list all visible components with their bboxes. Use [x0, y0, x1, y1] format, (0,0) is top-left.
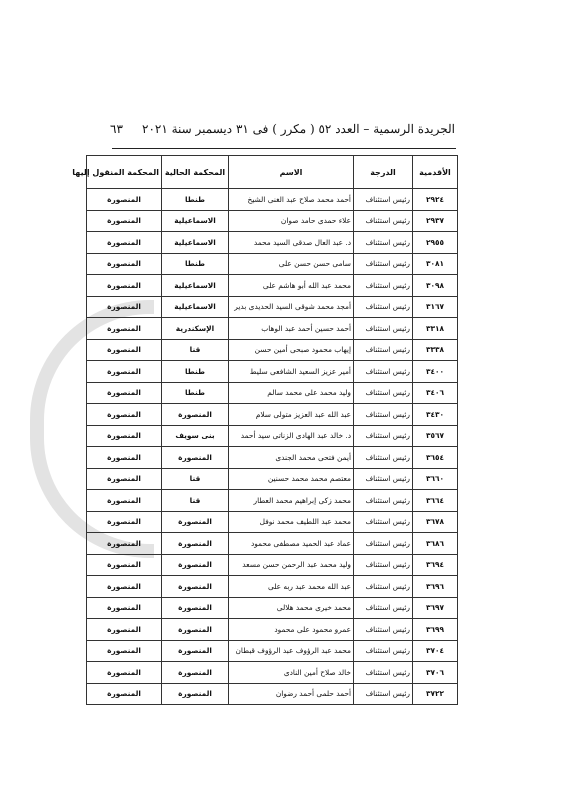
- table-row: [87, 554, 458, 576]
- cell-transferred-to: المنصورة: [87, 296, 162, 318]
- cell-transferred-to: المنصورة: [87, 232, 162, 254]
- cell-rank: رئيس استئناف: [354, 275, 413, 297]
- cell-current-court: المنصورة: [162, 447, 229, 469]
- cell-seniority: ٢٩٣٧: [413, 210, 458, 232]
- cell-current-court: المنصورة: [162, 554, 229, 576]
- cell-name: أمجد محمد شوقى السيد الحديدى بدير: [229, 296, 354, 318]
- cell-seniority: ٢٩٥٥: [413, 232, 458, 254]
- cell-rank: رئيس استئناف: [354, 189, 413, 211]
- table-row: [87, 597, 458, 619]
- page-header: [110, 118, 455, 140]
- cell-rank: رئيس استئناف: [354, 232, 413, 254]
- cell-rank: رئيس استئناف: [354, 619, 413, 641]
- cell-seniority: ٣٠٩٨: [413, 275, 458, 297]
- cell-rank: رئيس استئناف: [354, 683, 413, 705]
- cell-name: معتصم محمد محمد حسنين: [229, 468, 354, 490]
- table-row: [87, 619, 458, 641]
- table-row: [87, 425, 458, 447]
- cell-transferred-to: المنصورة: [87, 533, 162, 555]
- cell-seniority: ٣٠٨١: [413, 253, 458, 275]
- cell-transferred-to: المنصورة: [87, 576, 162, 598]
- cell-current-court: طنطا: [162, 361, 229, 383]
- cell-transferred-to: المنصورة: [87, 511, 162, 533]
- cell-transferred-to: المنصورة: [87, 597, 162, 619]
- cell-transferred-to: المنصورة: [87, 189, 162, 211]
- table-row: [87, 683, 458, 705]
- table-header-row: [87, 156, 458, 189]
- table-row: [87, 189, 458, 211]
- table-row: [87, 447, 458, 469]
- table-row: [87, 576, 458, 598]
- cell-seniority: ٣٦٩٤: [413, 554, 458, 576]
- cell-seniority: ٣٦٩٩: [413, 619, 458, 641]
- cell-name: أحمد حلمى أحمد رضوان: [229, 683, 354, 705]
- cell-name: محمد خيرى محمد هلالى: [229, 597, 354, 619]
- cell-name: محمد عبد الرؤوف عبد الرؤوف قبطان: [229, 640, 354, 662]
- table-row: [87, 640, 458, 662]
- cell-seniority: ٣١٦٧: [413, 296, 458, 318]
- cell-rank: رئيس استئناف: [354, 210, 413, 232]
- cell-name: محمد عبد اللطيف محمد نوفل: [229, 511, 354, 533]
- cell-name: علاء حمدى حامد صوان: [229, 210, 354, 232]
- table-row: [87, 511, 458, 533]
- cell-transferred-to: المنصورة: [87, 275, 162, 297]
- cell-rank: رئيس استئناف: [354, 253, 413, 275]
- cell-rank: رئيس استئناف: [354, 597, 413, 619]
- cell-seniority: ٣٦٧٨: [413, 511, 458, 533]
- header-rank: الدرجة: [354, 156, 413, 189]
- table-body: [87, 189, 458, 705]
- cell-seniority: ٣٤٠٦: [413, 382, 458, 404]
- cell-seniority: ٣٦٩٦: [413, 576, 458, 598]
- cell-transferred-to: المنصورة: [87, 253, 162, 275]
- cell-name: وليد محمد على محمد سالم: [229, 382, 354, 404]
- cell-name: عبد الله محمد عبد ربه على: [229, 576, 354, 598]
- cell-name: عبد الله عبد العزيز متولى سلام: [229, 404, 354, 426]
- cell-current-court: المنصورة: [162, 404, 229, 426]
- table-row: [87, 662, 458, 684]
- table-row: [87, 490, 458, 512]
- cell-rank: رئيس استئناف: [354, 511, 413, 533]
- cell-seniority: ٢٩٢٤: [413, 189, 458, 211]
- cell-transferred-to: المنصورة: [87, 318, 162, 340]
- cell-name: عماد عبد الحميد مصطفى محمود: [229, 533, 354, 555]
- cell-transferred-to: المنصورة: [87, 339, 162, 361]
- cell-current-court: المنصورة: [162, 683, 229, 705]
- cell-current-court: الاسماعيلية: [162, 296, 229, 318]
- cell-rank: رئيس استئناف: [354, 425, 413, 447]
- table-row: [87, 404, 458, 426]
- cell-current-court: الاسماعيلية: [162, 232, 229, 254]
- cell-transferred-to: المنصورة: [87, 468, 162, 490]
- table-row: [87, 232, 458, 254]
- page-number: ٦٣: [110, 122, 123, 136]
- cell-transferred-to: المنصورة: [87, 662, 162, 684]
- header-divider: [112, 148, 456, 149]
- table-row: [87, 318, 458, 340]
- cell-transferred-to: المنصورة: [87, 404, 162, 426]
- cell-current-court: طنطا: [162, 189, 229, 211]
- cell-current-court: الاسماعيلية: [162, 275, 229, 297]
- cell-rank: رئيس استئناف: [354, 339, 413, 361]
- cell-name: محمد زكى إبراهيم محمد العطار: [229, 490, 354, 512]
- cell-current-court: المنصورة: [162, 640, 229, 662]
- table-row: [87, 339, 458, 361]
- cell-current-court: المنصورة: [162, 533, 229, 555]
- cell-current-court: المنصورة: [162, 597, 229, 619]
- cell-seniority: ٣٦٦٤: [413, 490, 458, 512]
- cell-name: خالد صلاح أمين النادى: [229, 662, 354, 684]
- gazette-title: الجريدة الرسمية – العدد ٥٢ ( مكرر ) فى ٣١ ديسمبر سنة ٢٠٢١: [142, 122, 455, 136]
- cell-current-court: طنطا: [162, 253, 229, 275]
- cell-name: محمد عبد الله أبو هاشم على: [229, 275, 354, 297]
- cell-rank: رئيس استئناف: [354, 447, 413, 469]
- cell-transferred-to: المنصورة: [87, 619, 162, 641]
- cell-rank: رئيس استئناف: [354, 490, 413, 512]
- cell-seniority: ٣٧٠٦: [413, 662, 458, 684]
- cell-current-court: الاسماعيلية: [162, 210, 229, 232]
- cell-current-court: بنى سويف: [162, 425, 229, 447]
- transfers-table-container: [72, 155, 458, 705]
- cell-current-court: قنا: [162, 339, 229, 361]
- cell-transferred-to: المنصورة: [87, 210, 162, 232]
- cell-rank: رئيس استئناف: [354, 662, 413, 684]
- cell-rank: رئيس استئناف: [354, 640, 413, 662]
- cell-rank: رئيس استئناف: [354, 296, 413, 318]
- cell-name: سامى حسن حسن على: [229, 253, 354, 275]
- cell-name: وليد محمد عبد الرحمن حسن مسعد: [229, 554, 354, 576]
- cell-current-court: الإسكندرية: [162, 318, 229, 340]
- table-row: [87, 533, 458, 555]
- cell-rank: رئيس استئناف: [354, 361, 413, 383]
- table-row: [87, 296, 458, 318]
- cell-seniority: ٣٧٢٢: [413, 683, 458, 705]
- cell-name: عمرو محمود على محمود: [229, 619, 354, 641]
- cell-transferred-to: المنصورة: [87, 425, 162, 447]
- table-row: [87, 253, 458, 275]
- cell-seniority: ٣٣١٨: [413, 318, 458, 340]
- cell-seniority: ٣٤٠٠: [413, 361, 458, 383]
- cell-transferred-to: المنصورة: [87, 490, 162, 512]
- cell-current-court: المنصورة: [162, 662, 229, 684]
- cell-transferred-to: المنصورة: [87, 447, 162, 469]
- table-row: [87, 275, 458, 297]
- cell-transferred-to: المنصورة: [87, 683, 162, 705]
- cell-seniority: ٣٤٣٠: [413, 404, 458, 426]
- cell-name: أحمد حسين أحمد عبد الوهاب: [229, 318, 354, 340]
- cell-rank: رئيس استئناف: [354, 404, 413, 426]
- cell-current-court: قنا: [162, 490, 229, 512]
- cell-seniority: ٣٦٦٠: [413, 468, 458, 490]
- header-transferred-to: المحكمة المنقول إليها: [87, 156, 162, 189]
- table-row: [87, 468, 458, 490]
- cell-transferred-to: المنصورة: [87, 382, 162, 404]
- cell-transferred-to: المنصورة: [87, 361, 162, 383]
- cell-rank: رئيس استئناف: [354, 554, 413, 576]
- cell-name: د. خالد عبد الهادى الزناتى سيد أحمد: [229, 425, 354, 447]
- transfers-table: [72, 155, 458, 705]
- cell-seniority: ٣٦٨٦: [413, 533, 458, 555]
- cell-rank: رئيس استئناف: [354, 468, 413, 490]
- cell-name: أيمن فتحى محمد الجندى: [229, 447, 354, 469]
- cell-seniority: ٣٦٥٤: [413, 447, 458, 469]
- table-row: [87, 210, 458, 232]
- cell-transferred-to: المنصورة: [87, 640, 162, 662]
- cell-seniority: ٣٦٩٧: [413, 597, 458, 619]
- cell-seniority: ٣٣٣٨: [413, 339, 458, 361]
- header-name: الاسم: [229, 156, 354, 189]
- table-row: [87, 361, 458, 383]
- cell-name: أحمد محمد صلاح عبد الغنى الشيخ: [229, 189, 354, 211]
- header-seniority: الأقدمية: [413, 156, 458, 189]
- cell-name: د. عبد العال صدقى السيد محمد: [229, 232, 354, 254]
- cell-rank: رئيس استئناف: [354, 382, 413, 404]
- cell-rank: رئيس استئناف: [354, 533, 413, 555]
- cell-seniority: ٣٥٦٧: [413, 425, 458, 447]
- table-row: [87, 382, 458, 404]
- cell-current-court: المنصورة: [162, 511, 229, 533]
- cell-rank: رئيس استئناف: [354, 318, 413, 340]
- cell-current-court: طنطا: [162, 382, 229, 404]
- cell-current-court: قنا: [162, 468, 229, 490]
- cell-name: إيهاب محمود صبحى أمين حسن: [229, 339, 354, 361]
- cell-seniority: ٣٧٠٤: [413, 640, 458, 662]
- header-current-court: المحكمة الحالية: [162, 156, 229, 189]
- cell-rank: رئيس استئناف: [354, 576, 413, 598]
- cell-current-court: المنصورة: [162, 576, 229, 598]
- cell-transferred-to: المنصورة: [87, 554, 162, 576]
- cell-name: أمير عزيز السعيد الشافعى سليط: [229, 361, 354, 383]
- cell-current-court: المنصورة: [162, 619, 229, 641]
